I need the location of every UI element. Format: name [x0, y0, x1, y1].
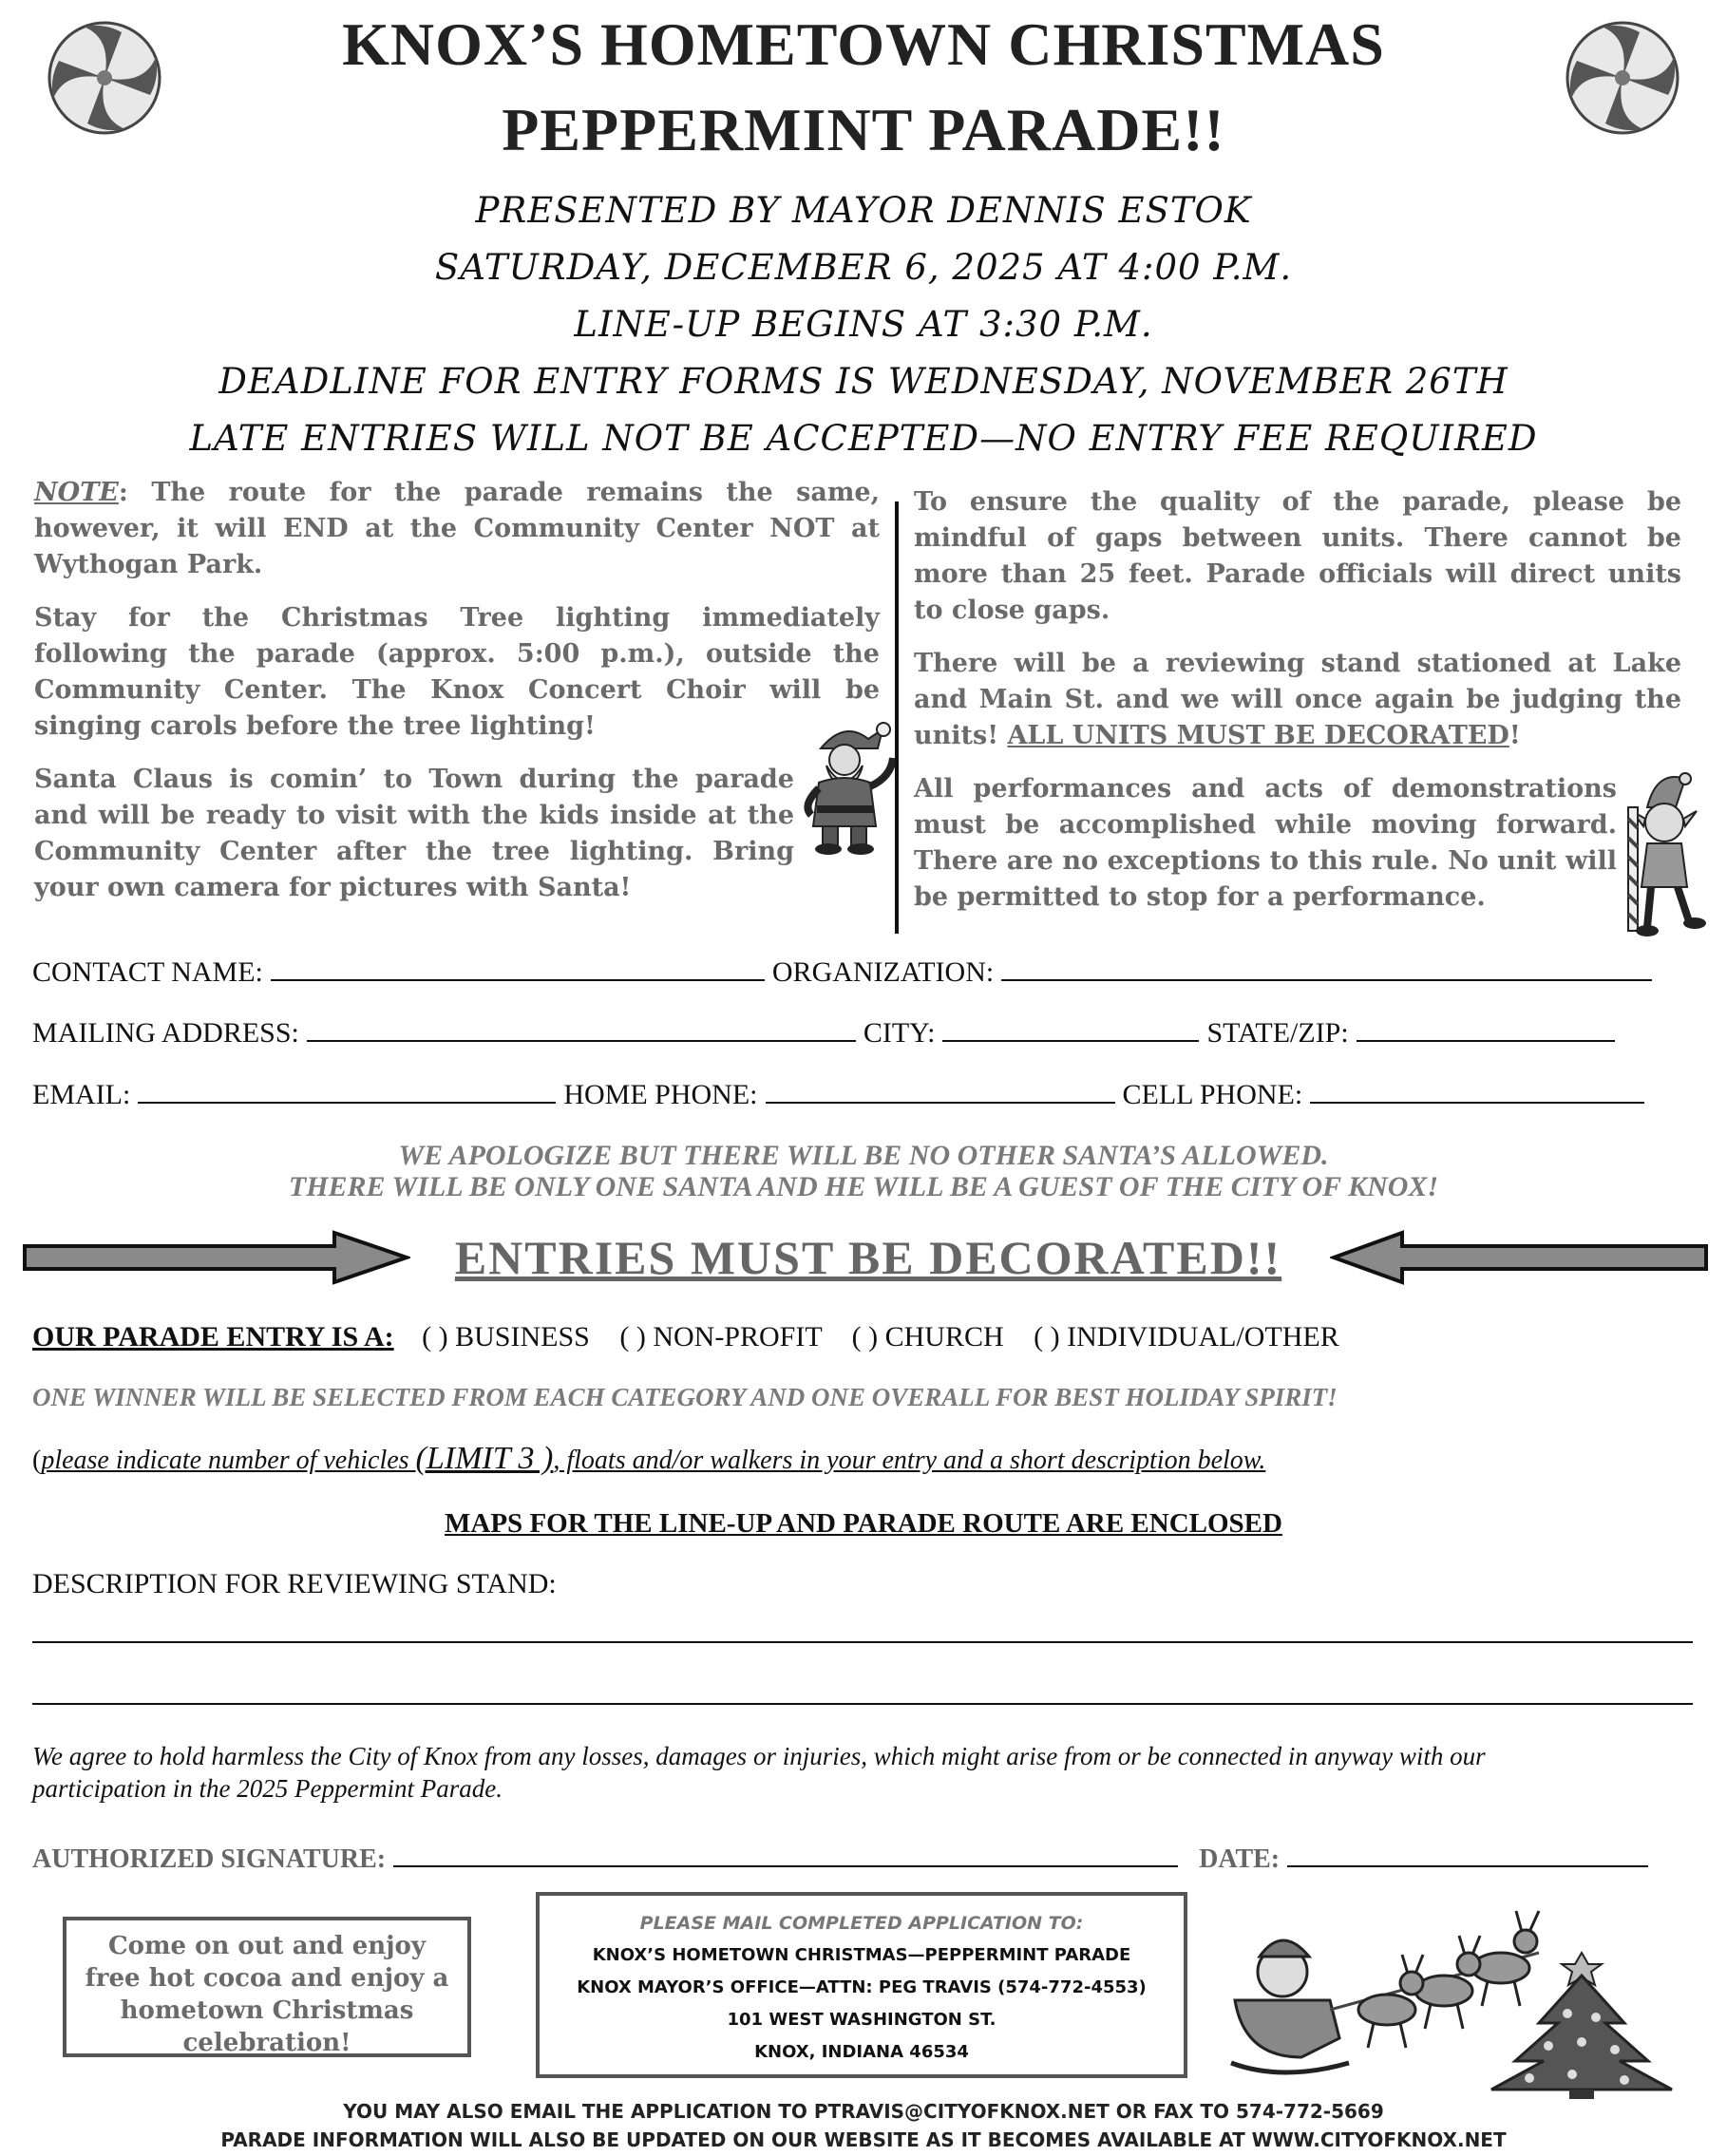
winner-note: ONE WINNER WILL BE SELECTED FROM EACH CATEGORY AND ONE OVERALL FOR BEST HOLIDAY SPIRIT!: [32, 1383, 1338, 1411]
signature-field[interactable]: [393, 1841, 1178, 1867]
elf-icon: [1619, 769, 1710, 940]
santa-note: Santa Claus is comin’ to Town during the parade and will be ready to visit with the kids inside at the Community Center after the tree lighting. Bring your own camera for pictures with Santa!: [34, 765, 794, 902]
email-field[interactable]: [138, 1077, 556, 1104]
email-label: EMAIL:: [32, 1079, 131, 1110]
deadline-notice: DEADLINE FOR ENTRY FORMS IS WEDNESDAY, NOVEMBER 26TH: [218, 361, 1509, 402]
city-field[interactable]: [942, 1015, 1199, 1042]
option-church[interactable]: ( ) CHURCH: [851, 1321, 1004, 1352]
apology-line-2: THERE WILL BE ONLY ONE SANTA AND HE WILL BE A GUEST OF THE CITY OF KNOX!: [288, 1171, 1439, 1202]
entry-type-label: OUR PARADE ENTRY IS A:: [32, 1321, 394, 1352]
footer-email-fax: YOU MAY ALSO EMAIL THE APPLICATION TO PTRAVIS@CITYOFKNOX.NET OR FAX TO 574-772-5669: [343, 2100, 1384, 2123]
right-column: [914, 484, 1681, 933]
date-label: DATE:: [1199, 1844, 1281, 1874]
mailing-address-field[interactable]: [307, 1015, 856, 1042]
home-phone-field[interactable]: [766, 1077, 1115, 1104]
mail-line-1: KNOX’S HOMETOWN CHRISTMAS—PEPPERMINT PARADE: [592, 1945, 1131, 1965]
santa-claus-icon: [792, 720, 897, 855]
event-date-time: SATURDAY, DECEMBER 6, 2025 AT 4:00 P.M.: [434, 247, 1293, 288]
city-label: CITY:: [863, 1017, 936, 1049]
column-divider: [895, 501, 899, 934]
contact-name-label: CONTACT NAME:: [32, 956, 263, 988]
state-zip-label: STATE/ZIP:: [1206, 1017, 1349, 1049]
late-entries-notice: LATE ENTRIES WILL NOT BE ACCEPTED—NO ENTRY FEE REQUIRED: [189, 418, 1538, 459]
mailing-address-label: MAILING ADDRESS:: [32, 1017, 299, 1049]
presented-by: PRESENTED BY MAYOR DENNIS ESTOK: [475, 190, 1252, 231]
phone-row: [32, 1077, 1695, 1112]
title-line-2: PEPPERMINT PARADE!!: [502, 96, 1225, 163]
left-column: [34, 475, 880, 923]
description-line-1[interactable]: [32, 1641, 1693, 1643]
decorated-banner: ENTRIES MUST BE DECORATED!!: [454, 1231, 1282, 1284]
address-row: [32, 1015, 1695, 1050]
organization-label: ORGANIZATION:: [771, 956, 995, 988]
apology-line-1: WE APOLOGIZE BUT THERE WILL BE NO OTHER SANTA’S ALLOWED.: [398, 1140, 1329, 1171]
cell-phone-label: CELL PHONE:: [1122, 1079, 1303, 1110]
home-phone-label: HOME PHONE:: [563, 1079, 758, 1110]
organization-field[interactable]: [1001, 955, 1652, 981]
mail-box: [536, 1892, 1187, 2078]
note-label: NOTE: [34, 478, 119, 507]
waiver-text: We agree to hold harmless the City of Knox from any losses, damages or injuries, which might arise from or be connected in anyway with our participation in the 2025 Peppermint Parade.: [32, 1742, 1486, 1803]
mail-heading: PLEASE MAIL COMPLETED APPLICATION TO:: [639, 1913, 1084, 1934]
description-line-2[interactable]: [32, 1703, 1693, 1705]
description-label: DESCRIPTION FOR REVIEWING STAND:: [32, 1568, 557, 1599]
option-non-profit[interactable]: ( ) NON-PROFIT: [619, 1321, 823, 1352]
title-line-1: KNOX’S HOMETOWN CHRISTMAS: [342, 10, 1385, 78]
route-note: NOTE: The route for the parade remains the same, however, it will END at the Community Center NOT at Wythogan Park.: [34, 478, 880, 579]
lineup-time: LINE-UP BEGINS AT 3:30 P.M.: [574, 304, 1153, 345]
performances-note: All performances and acts of demonstrations must be accomplished while moving forward. There are no exceptions to this rule. No unit will be permitted to stop for a performance.: [914, 774, 1617, 912]
gaps-note: To ensure the quality of the parade, please be mindful of gaps between units. There cannot be more than 25 feet. Parade officials will direct units to close gaps.: [914, 487, 1681, 625]
cell-phone-field[interactable]: [1310, 1077, 1644, 1104]
reviewing-stand-note: There will be a reviewing stand stationed at Lake and Main St. and we will once again be judging the units! ALL UNITS MUST BE DECORATED!: [914, 649, 1681, 750]
signature-label: AUTHORIZED SIGNATURE:: [32, 1844, 387, 1874]
vehicles-note: (please indicate number of vehicles (LIMIT 3 ), floats and/or walkers in your entry and a short description below.: [32, 1441, 1266, 1476]
mail-line-2: KNOX MAYOR’S OFFICE—ATTN: PEG TRAVIS (574-772-4553): [577, 1977, 1147, 1997]
christmas-tree-icon: [1482, 1947, 1681, 2099]
entry-type-row: [32, 1320, 1695, 1354]
decorated-note: ALL UNITS MUST BE DECORATED: [1007, 721, 1509, 750]
mail-line-3: 101 WEST WASHINGTON ST.: [727, 2010, 996, 2030]
vehicle-limit: (LIMIT 3 ): [415, 1441, 554, 1476]
option-business[interactable]: ( ) BUSINESS: [422, 1321, 590, 1352]
date-field[interactable]: [1287, 1841, 1648, 1867]
mail-line-4: KNOX, INDIANA 46534: [754, 2042, 969, 2062]
signature-row: [32, 1841, 1704, 1877]
state-zip-field[interactable]: [1357, 1015, 1615, 1042]
contact-row: [32, 955, 1695, 990]
contact-name-field[interactable]: [271, 955, 765, 981]
cocoa-box: Come on out and enjoy free hot cocoa and enjoy a hometown Christmas celebration!: [63, 1917, 471, 2057]
arrow-left-icon: [1330, 1229, 1710, 1286]
maps-note: MAPS FOR THE LINE-UP AND PARADE ROUTE ARE ENCLOSED: [445, 1508, 1282, 1539]
footer-website: PARADE INFORMATION WILL ALSO BE UPDATED ON OUR WEBSITE AS IT BECOMES AVAILABLE AT WWW.CITYOFKNOX.NET: [220, 2128, 1507, 2151]
arrow-right-icon: [21, 1229, 410, 1286]
tree-lighting-note: Stay for the Christmas Tree lighting immediately following the parade (approx. 5:00 p.m.), outside the Community Center. The Knox Concert Choir will be singing carols before the tree lighting!: [34, 603, 880, 741]
option-individual-other[interactable]: ( ) INDIVIDUAL/OTHER: [1034, 1321, 1339, 1352]
